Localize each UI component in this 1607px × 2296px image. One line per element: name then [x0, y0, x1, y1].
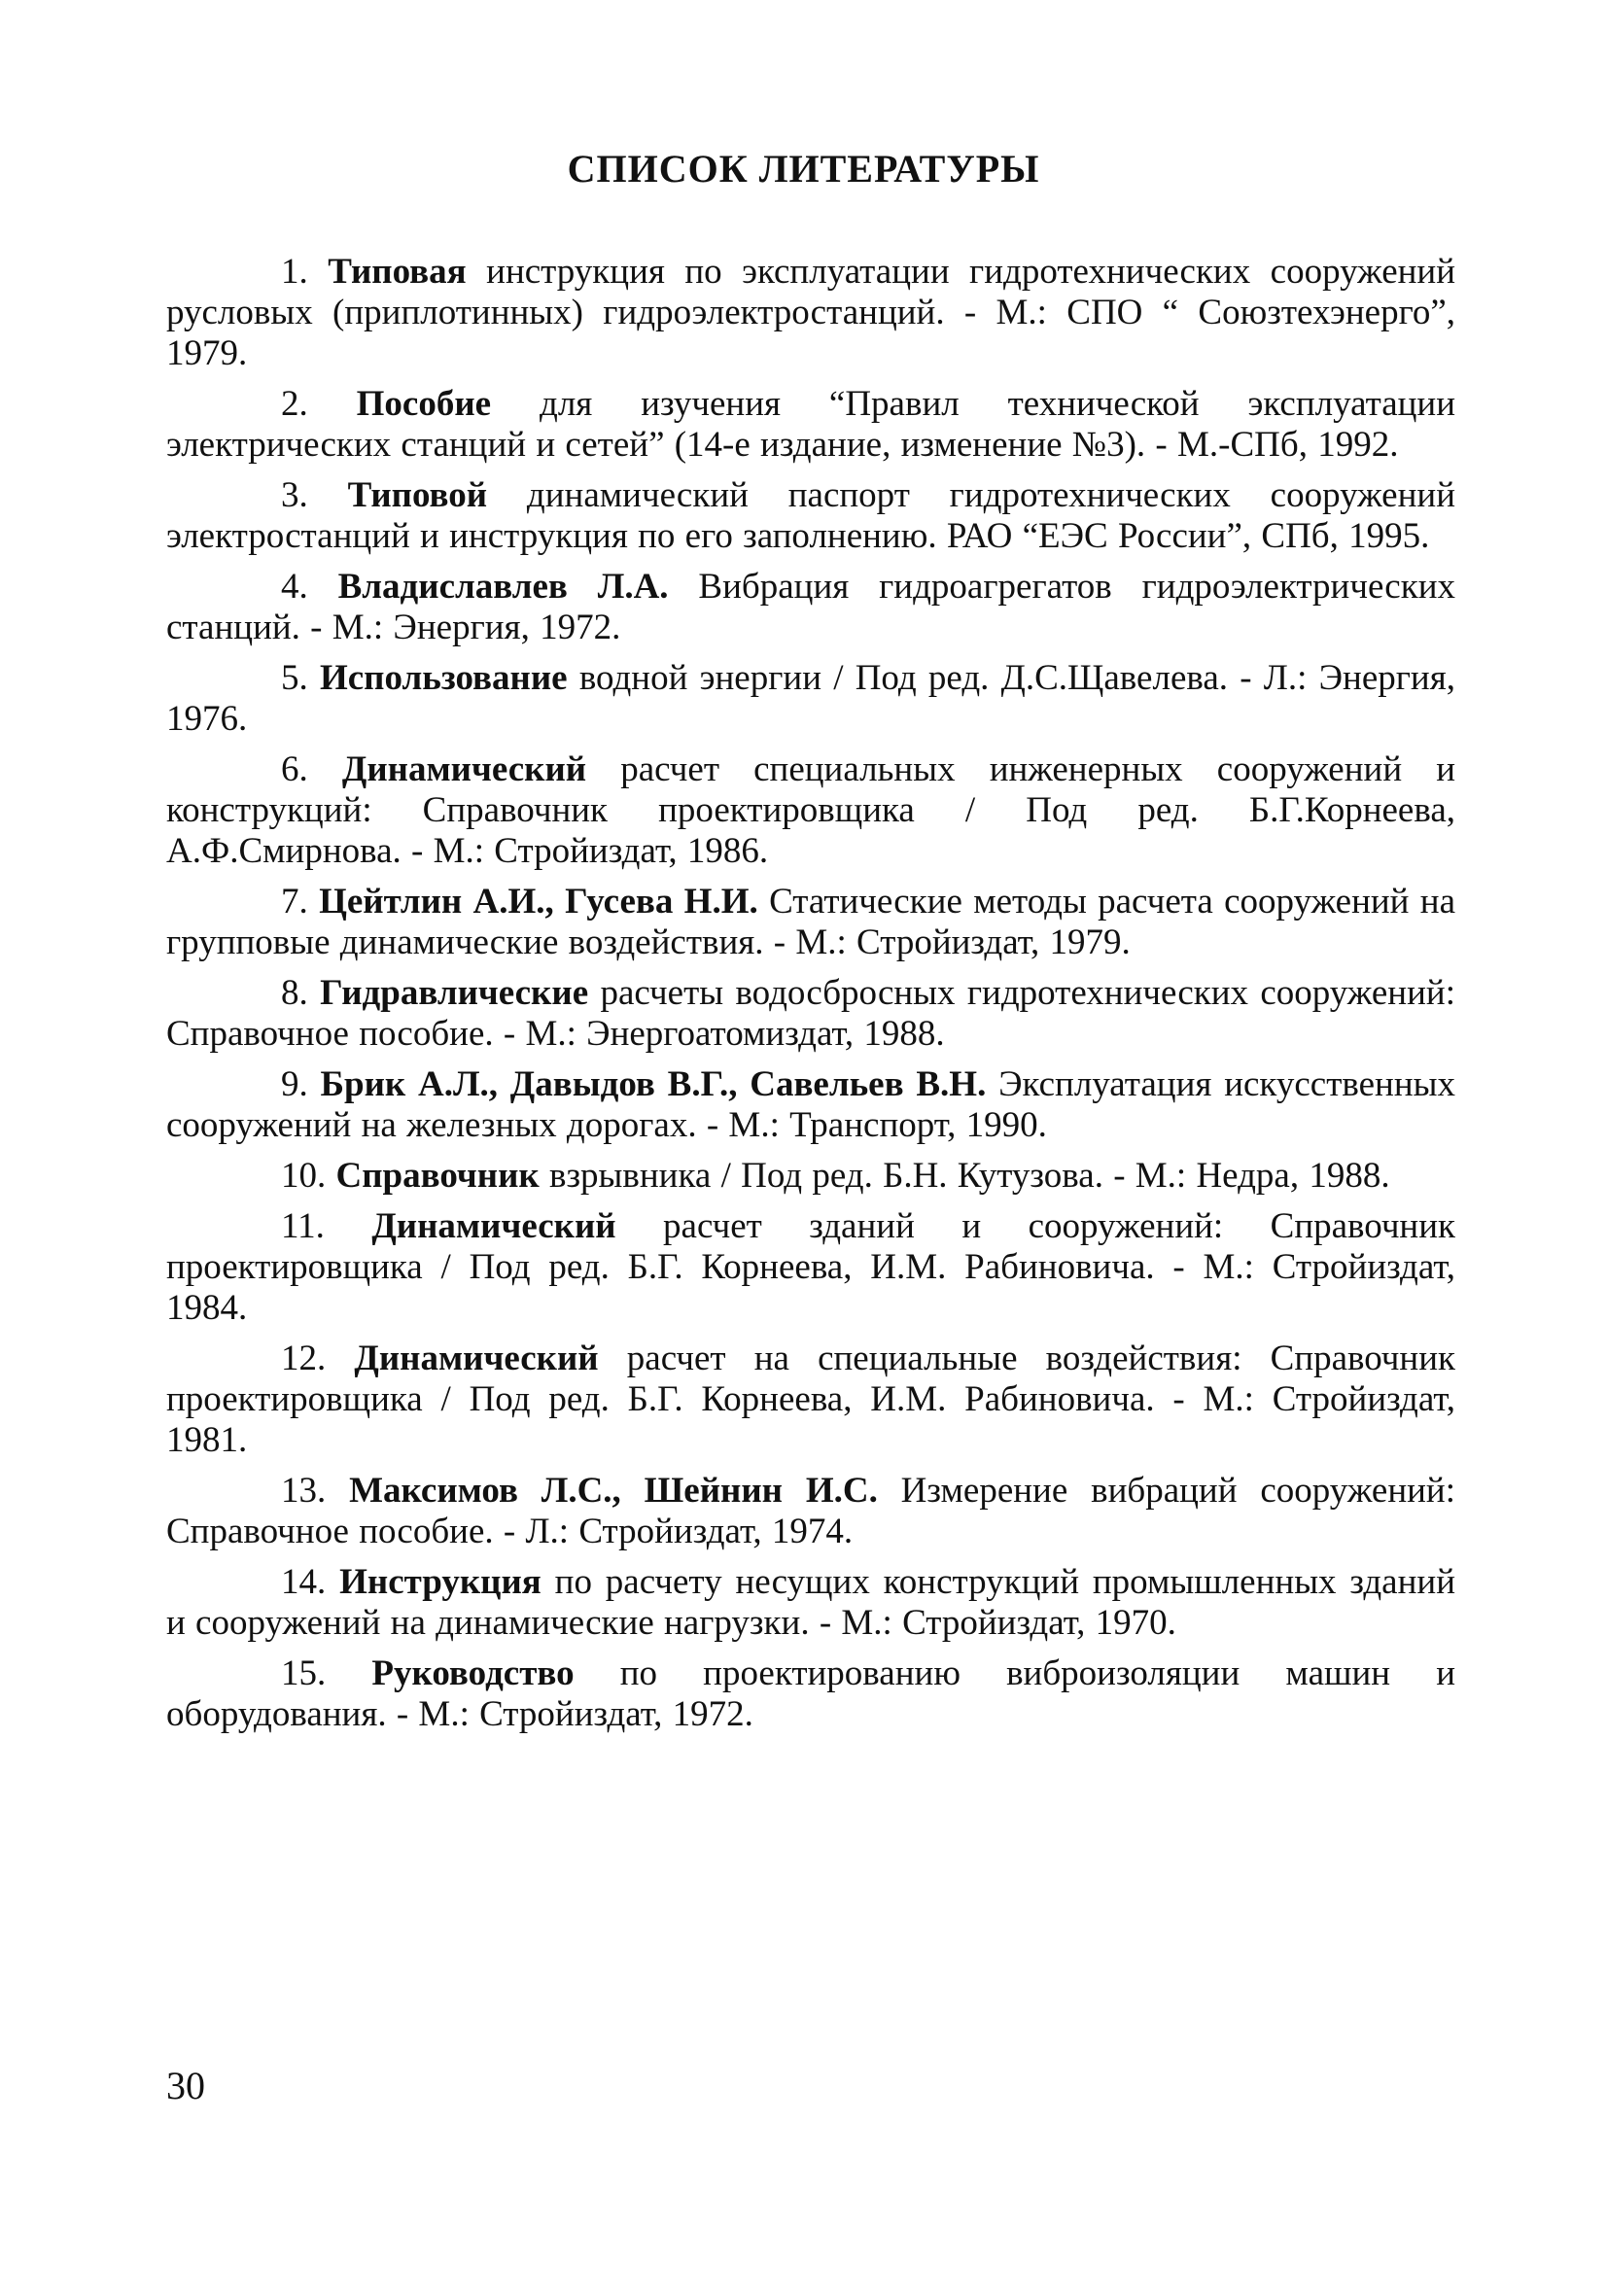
- reference-lead: Динамический: [354, 1339, 599, 1378]
- reference-text: Вибрация гидроагрегатов гидроэлектрических станций. - М.: Энергия, 1972.: [166, 567, 1456, 647]
- reference-item: [166, 475, 1455, 557]
- reference-number: 2.: [281, 384, 308, 424]
- reference-text: Эксплуатация искусственных сооружений на железных дорогах. - М.: Транспорт, 1990.: [166, 1064, 1456, 1145]
- reference-number: 12.: [281, 1339, 327, 1378]
- reference-item: [166, 1339, 1455, 1461]
- reference-number: 4.: [281, 567, 308, 607]
- reference-item: [166, 1562, 1455, 1644]
- reference-list: [166, 252, 1455, 1745]
- reference-text: для изучения “Правил технической эксплуатации электрических станций и сетей” (14-е издание, изменение №3). - М.-СПб, 1992.: [166, 384, 1456, 465]
- reference-lead: Типовая: [328, 252, 467, 292]
- reference-item: [166, 252, 1455, 374]
- page-title: СПИСОК ЛИТЕРАТУРЫ: [567, 147, 1040, 191]
- reference-number: 8.: [281, 973, 308, 1013]
- reference-lead: Руководство: [371, 1653, 575, 1693]
- reference-text: водной энергии / Под ред. Д.С.Щавелева. - Л.: Энергия, 1976.: [166, 658, 1456, 739]
- reference-lead: Типовой: [347, 475, 488, 515]
- reference-text: Измерение вибраций сооружений: Справочное пособие. - Л.: Стройиздат, 1974.: [166, 1471, 1455, 1551]
- reference-text: взрывника / Под ред. Б.Н. Кутузова. - М.: Недра, 1988.: [548, 1156, 1390, 1196]
- reference-lead: Инструкция: [339, 1562, 541, 1602]
- reference-text: Статические методы расчета сооружений на групповые динамические воздействия. - М.: Стройиздат, 1979.: [166, 882, 1456, 962]
- reference-lead: Пособие: [356, 384, 492, 424]
- reference-number: 3.: [281, 475, 308, 515]
- reference-number: 11.: [281, 1206, 325, 1246]
- reference-text: расчет на специальные воздействия: Справочник проектировщика / Под ред. Б.Г. Корнеева, И.М. Рабиновича. - М.: Стройиздат, 1981.: [166, 1339, 1455, 1460]
- reference-lead: Гидравлические: [320, 973, 589, 1013]
- reference-lead: Цейтлин А.И., Гусева Н.И.: [319, 882, 758, 922]
- reference-number: 6.: [281, 749, 308, 789]
- reference-item: [166, 567, 1455, 648]
- page-number: 30: [166, 2064, 205, 2107]
- reference-lead: Справочник: [335, 1156, 540, 1196]
- reference-number: 5.: [281, 658, 308, 698]
- reference-number: 10.: [281, 1156, 327, 1196]
- reference-item: [166, 1156, 1455, 1197]
- reference-text: динамический паспорт гидротехнических сооружений электростанций и инструкция по его заполнению. РАО “ЕЭС России”, СПб, 1995.: [166, 475, 1455, 556]
- reference-lead: Динамический: [341, 749, 587, 789]
- reference-number: 7.: [281, 882, 308, 922]
- reference-text: по расчету несущих конструкций промышленных зданий и сооружений на динамические нагрузки. - М.: Стройиздат, 1970.: [166, 1562, 1455, 1643]
- reference-item: [166, 1653, 1455, 1735]
- reference-lead: Максимов Л.С., Шейнин И.С.: [349, 1471, 878, 1511]
- reference-item: [166, 973, 1455, 1055]
- reference-item: [166, 384, 1455, 466]
- reference-item: [166, 1471, 1455, 1552]
- reference-text: расчет специальных инженерных сооружений и конструкций: Справочник проектировщика / Под ред. Б.Г.Корнеева, А.Ф.Смирнова. - М.: Стройиздат, 1986.: [166, 749, 1456, 871]
- reference-item: [166, 1064, 1455, 1146]
- reference-item: [166, 882, 1455, 963]
- reference-number: 9.: [281, 1064, 308, 1104]
- reference-text: расчеты водосбросных гидротехнических сооружений: Справочное пособие. - М.: Энергоатомиздат, 1988.: [166, 973, 1455, 1054]
- reference-text: по проектированию виброизоляции машин и оборудования. - М.: Стройиздат, 1972.: [166, 1653, 1456, 1734]
- reference-number: 1.: [281, 252, 308, 292]
- reference-lead: Динамический: [371, 1206, 616, 1246]
- reference-number: 14.: [281, 1562, 327, 1602]
- reference-lead: Владиславлев Л.А.: [337, 567, 669, 607]
- reference-item: [166, 749, 1455, 872]
- reference-lead: Использование: [319, 658, 568, 698]
- reference-text: расчет зданий и сооружений: Справочник проектировщика / Под ред. Б.Г. Корнеева, И.М. Рабиновича. - М.: Стройиздат, 1984.: [166, 1206, 1456, 1328]
- reference-number: 15.: [281, 1653, 327, 1693]
- reference-item: [166, 1206, 1455, 1329]
- reference-lead: Брик А.Л., Давыдов В.Г., Савельев В.Н.: [320, 1064, 987, 1104]
- reference-item: [166, 658, 1455, 740]
- reference-text: инструкция по эксплуатации гидротехнических сооружений русловых (приплотинных) гидроэлектростанций. - М.: СПО “ Союзтехэнерго”, 1979.: [166, 252, 1456, 373]
- reference-number: 13.: [281, 1471, 327, 1511]
